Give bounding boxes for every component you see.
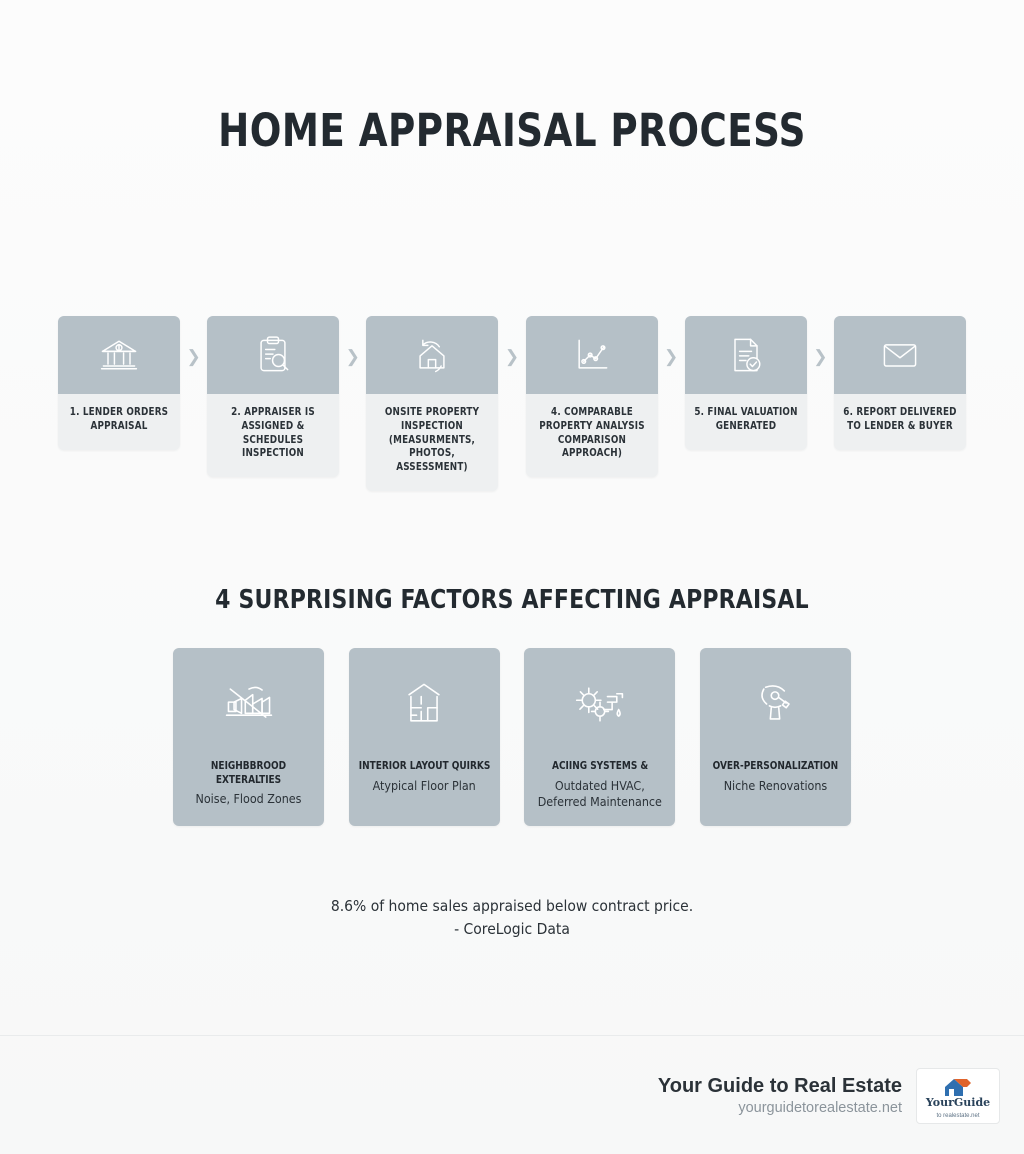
bank-icon [58,316,180,394]
factory-noise-icon [221,648,277,760]
process-step-label: 6. REPORT DELIVERED TO LENDER & BUYER [843,407,957,432]
factors-row [173,648,851,826]
line-chart-icon [526,316,658,394]
factor-subtitle: Outdated HVAC, Deferred Maintenance [537,777,662,810]
brand-logo[interactable] [916,1068,1000,1124]
envelope-icon [834,316,966,394]
brand-url[interactable]: yourguidetorealestate.net [738,1100,902,1117]
document-check-icon [685,316,807,394]
clipboard-search-icon [207,316,339,394]
factor-card-3[interactable] [524,648,675,826]
flow-arrow-icon: ❯ [186,347,201,366]
process-flow [58,316,966,491]
factor-title: INTERIOR LAYOUT QUIRKS [358,760,490,772]
factor-subtitle: Niche Renovations [723,777,828,793]
process-step-label: 4. COMPARABLE PROPERTY ANALYSIS COMPARISON APPROACH) [538,407,645,460]
process-step-label: 1. LENDER ORDERS APPRAISAL [69,407,169,432]
factor-title: ACIING SYSTEMS & [551,760,648,772]
process-step-label: 5. FINAL VALUATION GENERATED [694,407,798,432]
process-step-2[interactable] [207,316,339,477]
process-step-6[interactable] [834,316,966,450]
flow-arrow-icon: ❯ [504,347,520,366]
floor-plan-icon [396,648,452,760]
process-step-1[interactable] [58,316,180,450]
stat-source: - CoreLogic Data [454,920,570,939]
process-step-label: 2. APPRAISER IS ASSIGNED & SCHEDULES INSPECTION [231,407,316,460]
factor-card-2[interactable] [349,648,500,826]
stat-block [0,895,1024,942]
flow-arrow-icon: ❯ [345,347,360,366]
footer [658,1068,1000,1124]
process-step-5[interactable] [685,316,807,450]
footer-text [658,1074,902,1118]
factor-card-4[interactable] [700,648,851,826]
logo-subtitle: to realestate.net [936,1113,980,1119]
process-step-label: ONSITE PROPERTY INSPECTION (MEASURMENTS, PHOTOS, ASSESSMENT) [385,407,480,474]
stat-line: 8.6% of home sales appraised below contract price. [330,897,694,915]
page-title: HOME APPRAISAL PROCESS [218,104,806,157]
factor-subtitle: Noise, Flood Zones [195,791,302,807]
logo-title: YourGuide [925,1096,991,1109]
factor-card-1[interactable] [173,648,324,826]
process-step-3[interactable] [366,316,498,491]
factor-title: OVER-PERSONALIZATION [712,760,839,772]
factors-section-title: 4 SURPRISING FACTORS AFFECTING APPRAISAL [215,585,809,615]
flow-arrow-icon: ❯ [813,347,828,366]
footer-divider [0,1035,1024,1036]
process-step-4[interactable] [526,316,658,477]
factor-title: NEIGHBBROOD EXTERALTIES [210,760,287,786]
house-refresh-icon [366,316,498,394]
faucet-gear-icon [572,648,628,760]
flow-arrow-icon: ❯ [664,347,679,366]
brand-name: Your Guide to Real Estate [657,1075,902,1098]
factor-subtitle: Atypical Floor Plan [372,777,476,793]
paint-roller-icon [747,648,803,760]
